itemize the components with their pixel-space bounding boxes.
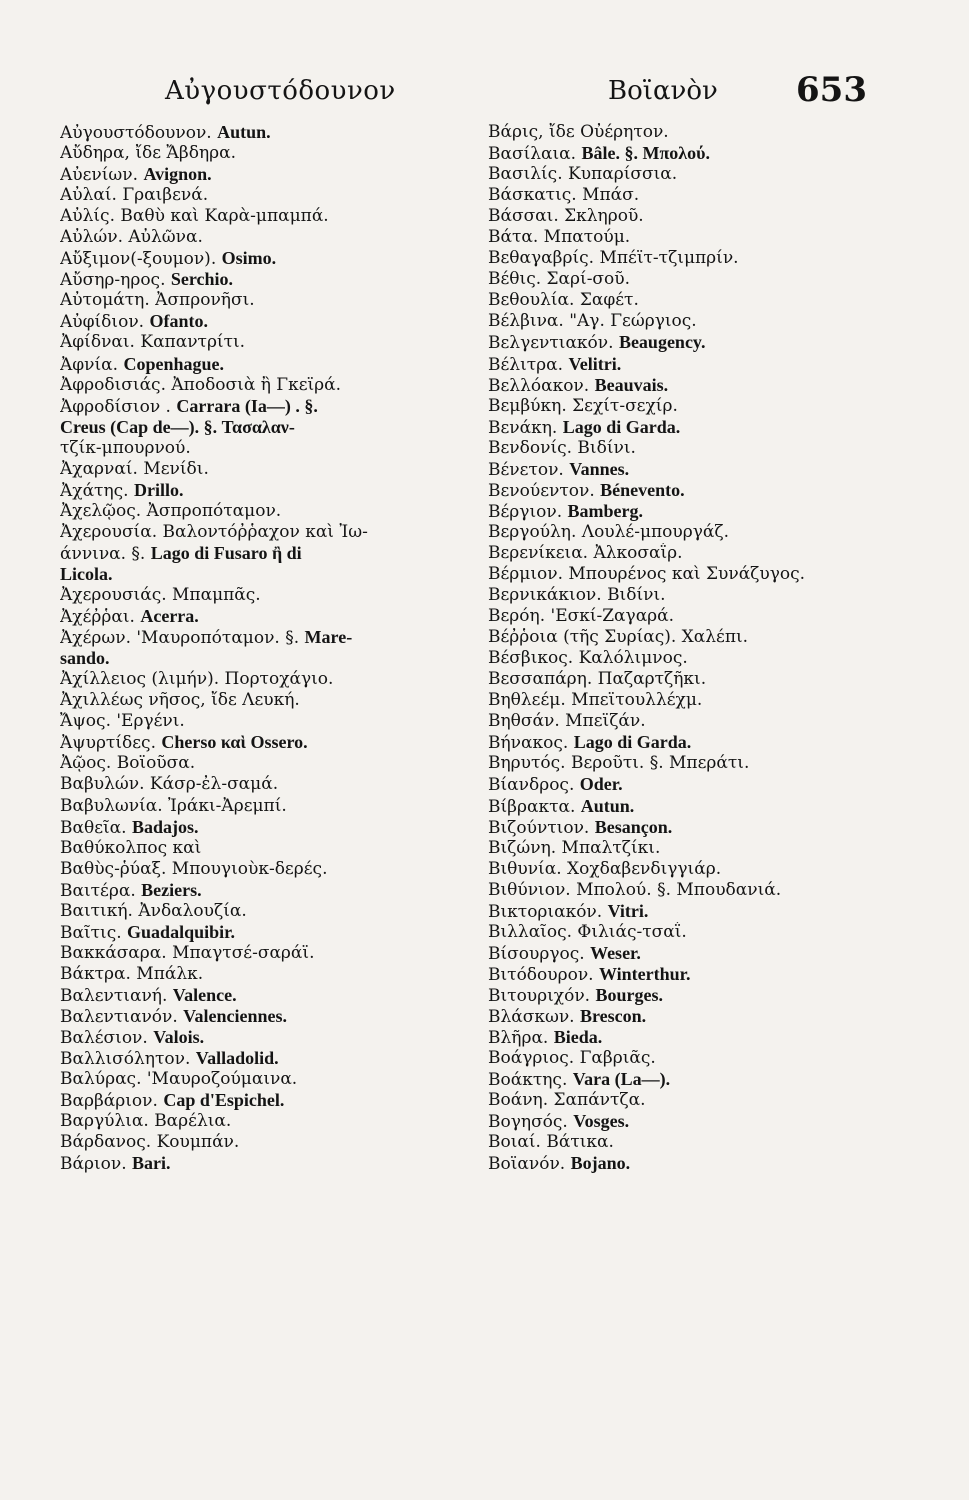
dictionary-entry <box>60 1132 472 1153</box>
greek-headword: Βενδονίς. Βιδίνι. <box>488 437 636 458</box>
greek-headword: Βαιτική. Ἀνδαλουζία. <box>60 900 247 921</box>
greek-headword: Βεθουλία. Σαφέτ. <box>488 290 639 311</box>
dictionary-entry <box>488 1048 888 1069</box>
greek-headword: Αὐλών. Αὐλῶνα. <box>60 227 203 248</box>
modern-name: Bamberg. <box>567 500 643 521</box>
dictionary-entry <box>488 1132 888 1153</box>
dictionary-entry <box>60 438 472 459</box>
dictionary-entry <box>488 774 888 795</box>
modern-name: Lago di Garda. <box>573 732 692 753</box>
modern-name: Valenciennes. <box>183 1005 287 1026</box>
dictionary-entry <box>488 859 888 880</box>
greek-headword: Βενάκη. <box>488 417 558 438</box>
greek-headword: Ἀχερουσία. Βαλοντόῤῥαχον καὶ Ἰω- <box>60 521 368 542</box>
modern-name: Vitri. <box>607 900 649 921</box>
dictionary-entry <box>60 269 472 290</box>
modern-name: Bieda. <box>553 1027 603 1048</box>
greek-headword: Βάκτρα. Μπάλκ. <box>60 963 204 984</box>
modern-name: Bourges. <box>595 984 663 1005</box>
dictionary-entry <box>488 417 888 438</box>
running-head-left: Αὐγουστόδουνον <box>165 76 396 106</box>
greek-headword: Βέλιτρα. <box>488 354 564 375</box>
dictionary-entry <box>488 901 888 922</box>
dictionary-entry <box>488 732 888 753</box>
running-head-right: Βοϊανὸν <box>608 76 718 106</box>
dictionary-entry <box>488 522 888 543</box>
dictionary-entry <box>60 985 472 1006</box>
dictionary-entry <box>60 480 472 501</box>
dictionary-entry <box>60 354 472 375</box>
greek-headword: Ἀχέῤῥαι. <box>60 607 135 628</box>
modern-name: Beaugency. <box>618 332 706 353</box>
modern-name: Copenhague. <box>123 353 225 374</box>
dictionary-entry <box>488 711 888 732</box>
greek-headword: Βικτοριακόν. <box>488 901 603 922</box>
modern-name: Creus (Cap de—). §. Τασαλαν- <box>60 416 295 437</box>
dictionary-entry <box>488 964 888 985</box>
greek-headword: Ἀῷος. Βοϊοῦσα. <box>60 753 196 774</box>
greek-headword: Βάρδανος. Κουμπάν. <box>60 1132 240 1153</box>
dictionary-entry <box>60 901 472 922</box>
greek-headword: Βιλλαῖος. Φιλιάς-τσαΐ. <box>488 921 687 942</box>
dictionary-entry <box>60 922 472 943</box>
dictionary-entry <box>60 417 472 438</box>
dictionary-entry <box>488 227 888 248</box>
greek-headword: Βέλβινα. "Αγ. Γεώργιος. <box>488 311 697 332</box>
greek-headword: Βάτα. Μπατούμ. <box>488 227 631 248</box>
greek-headword: Ἀχίλλειος (λιμήν). Πορτοχάγιο. <box>60 669 334 690</box>
greek-headword: Βενούεντον. <box>488 480 595 501</box>
greek-headword: Βέσβικος. Καλόλιμνος. <box>488 648 688 669</box>
greek-headword: Ἀφροδίσιον . <box>60 396 171 417</box>
dictionary-entry <box>488 122 888 143</box>
dictionary-entry <box>60 669 472 690</box>
modern-name: Ofanto. <box>149 311 208 332</box>
modern-name: Mare- <box>304 627 353 648</box>
greek-headword: Αὐλίς. Βαθὺ καὶ Καρὰ-μπαμπά. <box>60 206 329 227</box>
greek-headword: Βεσσαπάρη. Παζαρτζῆκι. <box>488 669 707 690</box>
greek-headword: Βερενίκεια. Ἀλκοσαΐρ. <box>488 542 683 563</box>
greek-headword: Βηθσάν. Μπεϊζάν. <box>488 711 646 732</box>
left-column <box>60 122 472 1174</box>
dictionary-entry <box>488 669 888 690</box>
modern-name: Oder. <box>579 774 623 795</box>
page-number: 653 <box>796 70 867 110</box>
greek-headword: Βοιαί. Βάτικα. <box>488 1132 614 1153</box>
dictionary-entry <box>488 796 888 817</box>
dictionary-entry <box>488 375 888 396</box>
modern-name: Vara (La—). <box>572 1069 671 1090</box>
greek-headword: Ἀχάτης. <box>60 480 129 501</box>
dictionary-entry <box>60 185 472 206</box>
modern-name: Vannes. <box>569 458 630 479</box>
greek-headword: Βαρβάριον. <box>60 1091 158 1112</box>
modern-name: Guadalquibir. <box>127 921 235 942</box>
modern-name: Autun. <box>217 122 271 142</box>
dictionary-entry <box>60 1153 472 1174</box>
greek-headword: Βασίλαια. <box>488 144 577 165</box>
modern-name: Badajos. <box>131 816 199 837</box>
greek-headword: Ἀψυρτίδες. <box>60 733 156 754</box>
modern-name: Besançon. <box>594 816 673 837</box>
dictionary-entry <box>488 817 888 838</box>
modern-name: Drillo. <box>133 479 184 500</box>
greek-headword: Βιτουριχόν. <box>488 985 591 1006</box>
greek-headword: Ἀχελῷος. Ἀσπροπόταμον. <box>60 500 282 521</box>
dictionary-entry <box>60 753 472 774</box>
greek-headword: Αὔδηρα, ἴδε Ἄβδηρα. <box>60 143 237 164</box>
dictionary-entry <box>60 164 472 185</box>
dictionary-entry <box>488 1153 888 1174</box>
dictionary-entry <box>60 1027 472 1048</box>
dictionary-entry <box>60 459 472 480</box>
greek-headword: Βίανδρος. <box>488 775 575 796</box>
dictionary-entry <box>60 817 472 838</box>
greek-headword: Αὐφίδιον. <box>60 312 145 333</box>
dictionary-entry <box>488 164 888 185</box>
greek-headword: Βαλύρας. 'Μαυροζούμαινα. <box>60 1069 298 1090</box>
dictionary-entry <box>60 248 472 269</box>
modern-name: sando. <box>60 648 110 669</box>
dictionary-entry <box>60 585 472 606</box>
dictionary-entry <box>488 1027 888 1048</box>
dictionary-entry <box>60 143 472 164</box>
dictionary-entry <box>60 206 472 227</box>
greek-headword: Ἀχαρναί. Μενίδι. <box>60 458 209 479</box>
dictionary-entry <box>60 648 472 669</box>
greek-headword: Βιθυνία. Χοχδαβενδιγγιάρ. <box>488 858 722 879</box>
greek-headword: Βαιτέρα. <box>60 880 136 901</box>
greek-headword: Βελλόακον. <box>488 375 590 396</box>
dictionary-entry <box>60 1048 472 1069</box>
greek-headword: Βηθλεέμ. Μπεϊτουλλέχμ. <box>488 690 703 711</box>
greek-headword: Βέργιον. <box>488 501 563 522</box>
greek-headword: Βερόη. 'Εσκί-Ζαγαρά. <box>488 606 675 627</box>
modern-name: Lago di Garda. <box>562 416 681 437</box>
dictionary-entry <box>488 648 888 669</box>
dictionary-entry <box>60 690 472 711</box>
dictionary-entry <box>488 585 888 606</box>
right-column <box>488 122 888 1174</box>
modern-name: Osimo. <box>221 248 277 269</box>
modern-name: Acerra. <box>140 606 199 627</box>
dictionary-entry <box>60 501 472 522</box>
greek-headword: Βίβρακτα. <box>488 796 576 817</box>
dictionary-entry <box>488 354 888 375</box>
modern-name: Beziers. <box>141 879 202 900</box>
greek-headword: Βέῤῥοια (τῆς Συρίας). Χαλέπι. <box>488 627 749 648</box>
greek-headword: Βαλεντιανή. <box>60 985 168 1006</box>
dictionary-entry <box>60 564 472 585</box>
greek-headword: Βιτόδουρον. <box>488 964 594 985</box>
greek-headword: Βήνακος. <box>488 733 569 754</box>
modern-name: Serchio. <box>170 269 234 290</box>
dictionary-entry <box>488 396 888 417</box>
dictionary-entry <box>488 1090 888 1111</box>
dictionary-entry <box>60 943 472 964</box>
greek-headword: Βοϊανόν. <box>488 1154 566 1175</box>
modern-name: Beauvais. <box>594 374 669 395</box>
dictionary-entry <box>488 690 888 711</box>
dictionary-entry <box>488 985 888 1006</box>
greek-headword: Ἀφροδισιάς. Ἀποδοσιὰ ἢ Γκεϊρά. <box>60 374 342 395</box>
dictionary-entry <box>60 396 472 417</box>
greek-headword: Βίσουργος. <box>488 943 585 964</box>
greek-headword: Βαλλισόλητον. <box>60 1049 191 1070</box>
greek-headword: Ἄψος. 'Εργένι. <box>60 711 185 732</box>
modern-name: Lago di Fusaro ἢ di <box>150 542 302 563</box>
greek-headword: Ἀφίδναι. Καπαντρίτι. <box>60 332 246 353</box>
greek-headword: Βαργύλια. Βαρέλια. <box>60 1111 232 1132</box>
greek-headword: τζίκ-μπουρνού. <box>60 437 191 458</box>
dictionary-entry <box>60 1111 472 1132</box>
dictionary-entry <box>488 606 888 627</box>
greek-headword: Βοάνη. Σαπάντζα. <box>488 1090 646 1111</box>
greek-headword: Αὐενίων. <box>60 165 139 186</box>
greek-headword: Βαλεντιανόν. <box>60 1006 178 1027</box>
greek-headword: Βιζώνη. Μπαλτζίκι. <box>488 837 661 858</box>
greek-headword: Βεμβύκη. Σεχίτ-σεχίρ. <box>488 395 678 416</box>
greek-headword: Βογησός. <box>488 1112 568 1133</box>
dictionary-entry <box>60 627 472 648</box>
dictionary-entry <box>488 311 888 332</box>
dictionary-entry <box>60 732 472 753</box>
dictionary-entry <box>488 248 888 269</box>
modern-name: Cherso καὶ Ossero. <box>161 732 308 753</box>
greek-headword: Βερνικάκιον. Βιδίνι. <box>488 585 666 606</box>
dictionary-entry <box>60 375 472 396</box>
modern-name: Cap d'Espichel. <box>163 1090 285 1111</box>
dictionary-entry <box>488 880 888 901</box>
greek-headword: Βεργούλη. Λουλέ-μπουργάζ. <box>488 521 730 542</box>
dictionary-entry <box>488 290 888 311</box>
dictionary-entry <box>488 1069 888 1090</box>
modern-name: Bénevento. <box>600 479 685 500</box>
greek-headword: Βλῆρα. <box>488 1028 549 1049</box>
greek-headword: Βαῖτις. <box>60 922 122 943</box>
dictionary-entry <box>488 332 888 353</box>
dictionary-entry <box>488 206 888 227</box>
greek-headword: Βηρυτός. Βεροῦτι. §. Μπεράτι. <box>488 753 750 774</box>
greek-headword: Βασιλίς. Κυπαρίσσια. <box>488 164 678 185</box>
greek-headword: Αὐγουστόδουνον. <box>60 123 212 143</box>
greek-headword: Ἀχιλλέως νῆσος, ἴδε Λευκή. <box>60 690 300 711</box>
modern-name: Bari. <box>132 1153 171 1174</box>
greek-headword: Ἀφνία. <box>60 354 119 375</box>
dictionary-entry <box>60 711 472 732</box>
greek-headword: Βάριον. <box>60 1154 127 1175</box>
greek-headword: Βάρις, ἴδε Οὐέρητον. <box>488 122 669 142</box>
modern-name: Licola. <box>60 563 113 584</box>
dictionary-entry <box>488 943 888 964</box>
dictionary-entry <box>488 459 888 480</box>
dictionary-entry <box>488 185 888 206</box>
dictionary-entry <box>488 1006 888 1027</box>
dictionary-entry <box>60 543 472 564</box>
modern-name: Bâle. §. Μπολού. <box>581 143 710 164</box>
dictionary-entry <box>488 269 888 290</box>
greek-headword: Βαλέσιον. <box>60 1028 148 1049</box>
modern-name: Valence. <box>172 984 237 1005</box>
dictionary-entry <box>60 859 472 880</box>
greek-headword: Βένετον. <box>488 459 564 480</box>
greek-headword: Βιζούντιον. <box>488 817 590 838</box>
dictionary-entry <box>60 796 472 817</box>
modern-name: Avignon. <box>143 164 212 185</box>
greek-headword: Βαθὺς-ῥύαξ. Μπουγιοὺκ-δερές. <box>60 858 328 879</box>
dictionary-entry <box>60 774 472 795</box>
dictionary-entry <box>488 543 888 564</box>
dictionary-entry <box>60 1090 472 1111</box>
dictionary-entry <box>488 501 888 522</box>
greek-headword: Βακκάσαρα. Μπαγτσέ-σαράϊ. <box>60 942 315 963</box>
greek-headword: Βαθύκολπος καὶ <box>60 837 202 858</box>
modern-name: Brescon. <box>579 1005 647 1026</box>
modern-name: Carrara (Ia—) . §. <box>176 395 318 416</box>
modern-name: Velitri. <box>568 353 622 374</box>
greek-headword: Ἀχερουσιάς. Μπαμπᾶς. <box>60 585 261 606</box>
dictionary-entry <box>60 332 472 353</box>
greek-headword: Βαβυλωνία. Ἰράκι-Ἀρεμπί. <box>60 795 287 816</box>
modern-name: Valois. <box>153 1027 205 1048</box>
greek-headword: Αὐτομάτη. Ἀσπρονῆσι. <box>60 290 255 311</box>
dictionary-entry <box>60 311 472 332</box>
dictionary-entry <box>60 964 472 985</box>
dictionary-entry <box>488 753 888 774</box>
dictionary-entry <box>488 922 888 943</box>
greek-headword: Αὔσηρ-ηρος. <box>60 270 166 291</box>
greek-headword: Βεθαγαβρίς. Μπέϊτ-τζιμπρίν. <box>488 248 739 269</box>
modern-name: Winterthur. <box>598 963 691 984</box>
dictionary-entry <box>488 438 888 459</box>
dictionary-entry <box>60 227 472 248</box>
greek-headword: Βελγεντιακόν. <box>488 333 614 354</box>
dictionary-entry <box>488 143 888 164</box>
greek-headword: Αὔξιμον(-ξουμον). <box>60 249 217 270</box>
greek-headword: Βιθύνιον. Μπολού. §. Μπουδανιά. <box>488 879 782 900</box>
modern-name: Bojano. <box>570 1153 631 1174</box>
greek-headword: Βαθεῖα. <box>60 817 127 838</box>
dictionary-entry <box>60 1069 472 1090</box>
dictionary-entry <box>60 522 472 543</box>
greek-headword: Βέθις. Σαρί-σοῦ. <box>488 269 631 290</box>
modern-name: Weser. <box>590 942 641 963</box>
greek-headword: Βαβυλών. Κάσρ-ἐλ-σαμά. <box>60 774 279 795</box>
greek-headword: Βάσσαι. Σκληροῦ. <box>488 206 644 227</box>
dictionary-entry <box>60 838 472 859</box>
dictionary-entry <box>60 290 472 311</box>
modern-name: Autun. <box>580 795 635 816</box>
dictionary-entry <box>488 480 888 501</box>
page-header <box>0 68 969 118</box>
dictionary-entry <box>488 838 888 859</box>
greek-headword: Βοάκτης. <box>488 1070 568 1091</box>
dictionary-entry <box>60 880 472 901</box>
dictionary-entry <box>488 627 888 648</box>
greek-headword: Βλάσκων. <box>488 1006 575 1027</box>
dictionary-entry <box>60 122 472 143</box>
modern-name: Vosges. <box>573 1111 630 1132</box>
dictionary-entry <box>488 564 888 585</box>
greek-headword: Αὐλαί. Γραιβενά. <box>60 185 209 206</box>
modern-name: Valladolid. <box>195 1048 279 1069</box>
greek-headword: άννινα. §. <box>60 543 146 564</box>
greek-headword: Ἀχέρων. 'Μαυροπόταμον. §. <box>60 628 300 649</box>
dictionary-entry <box>488 1111 888 1132</box>
greek-headword: Βάσκατις. Μπάσ. <box>488 185 640 206</box>
greek-headword: Βοάγριος. Γαβριᾶς. <box>488 1048 656 1069</box>
greek-headword: Βέρμιον. Μπουρένος καὶ Συνάζυγος. <box>488 563 806 584</box>
dictionary-entry <box>60 606 472 627</box>
dictionary-entry <box>60 1006 472 1027</box>
